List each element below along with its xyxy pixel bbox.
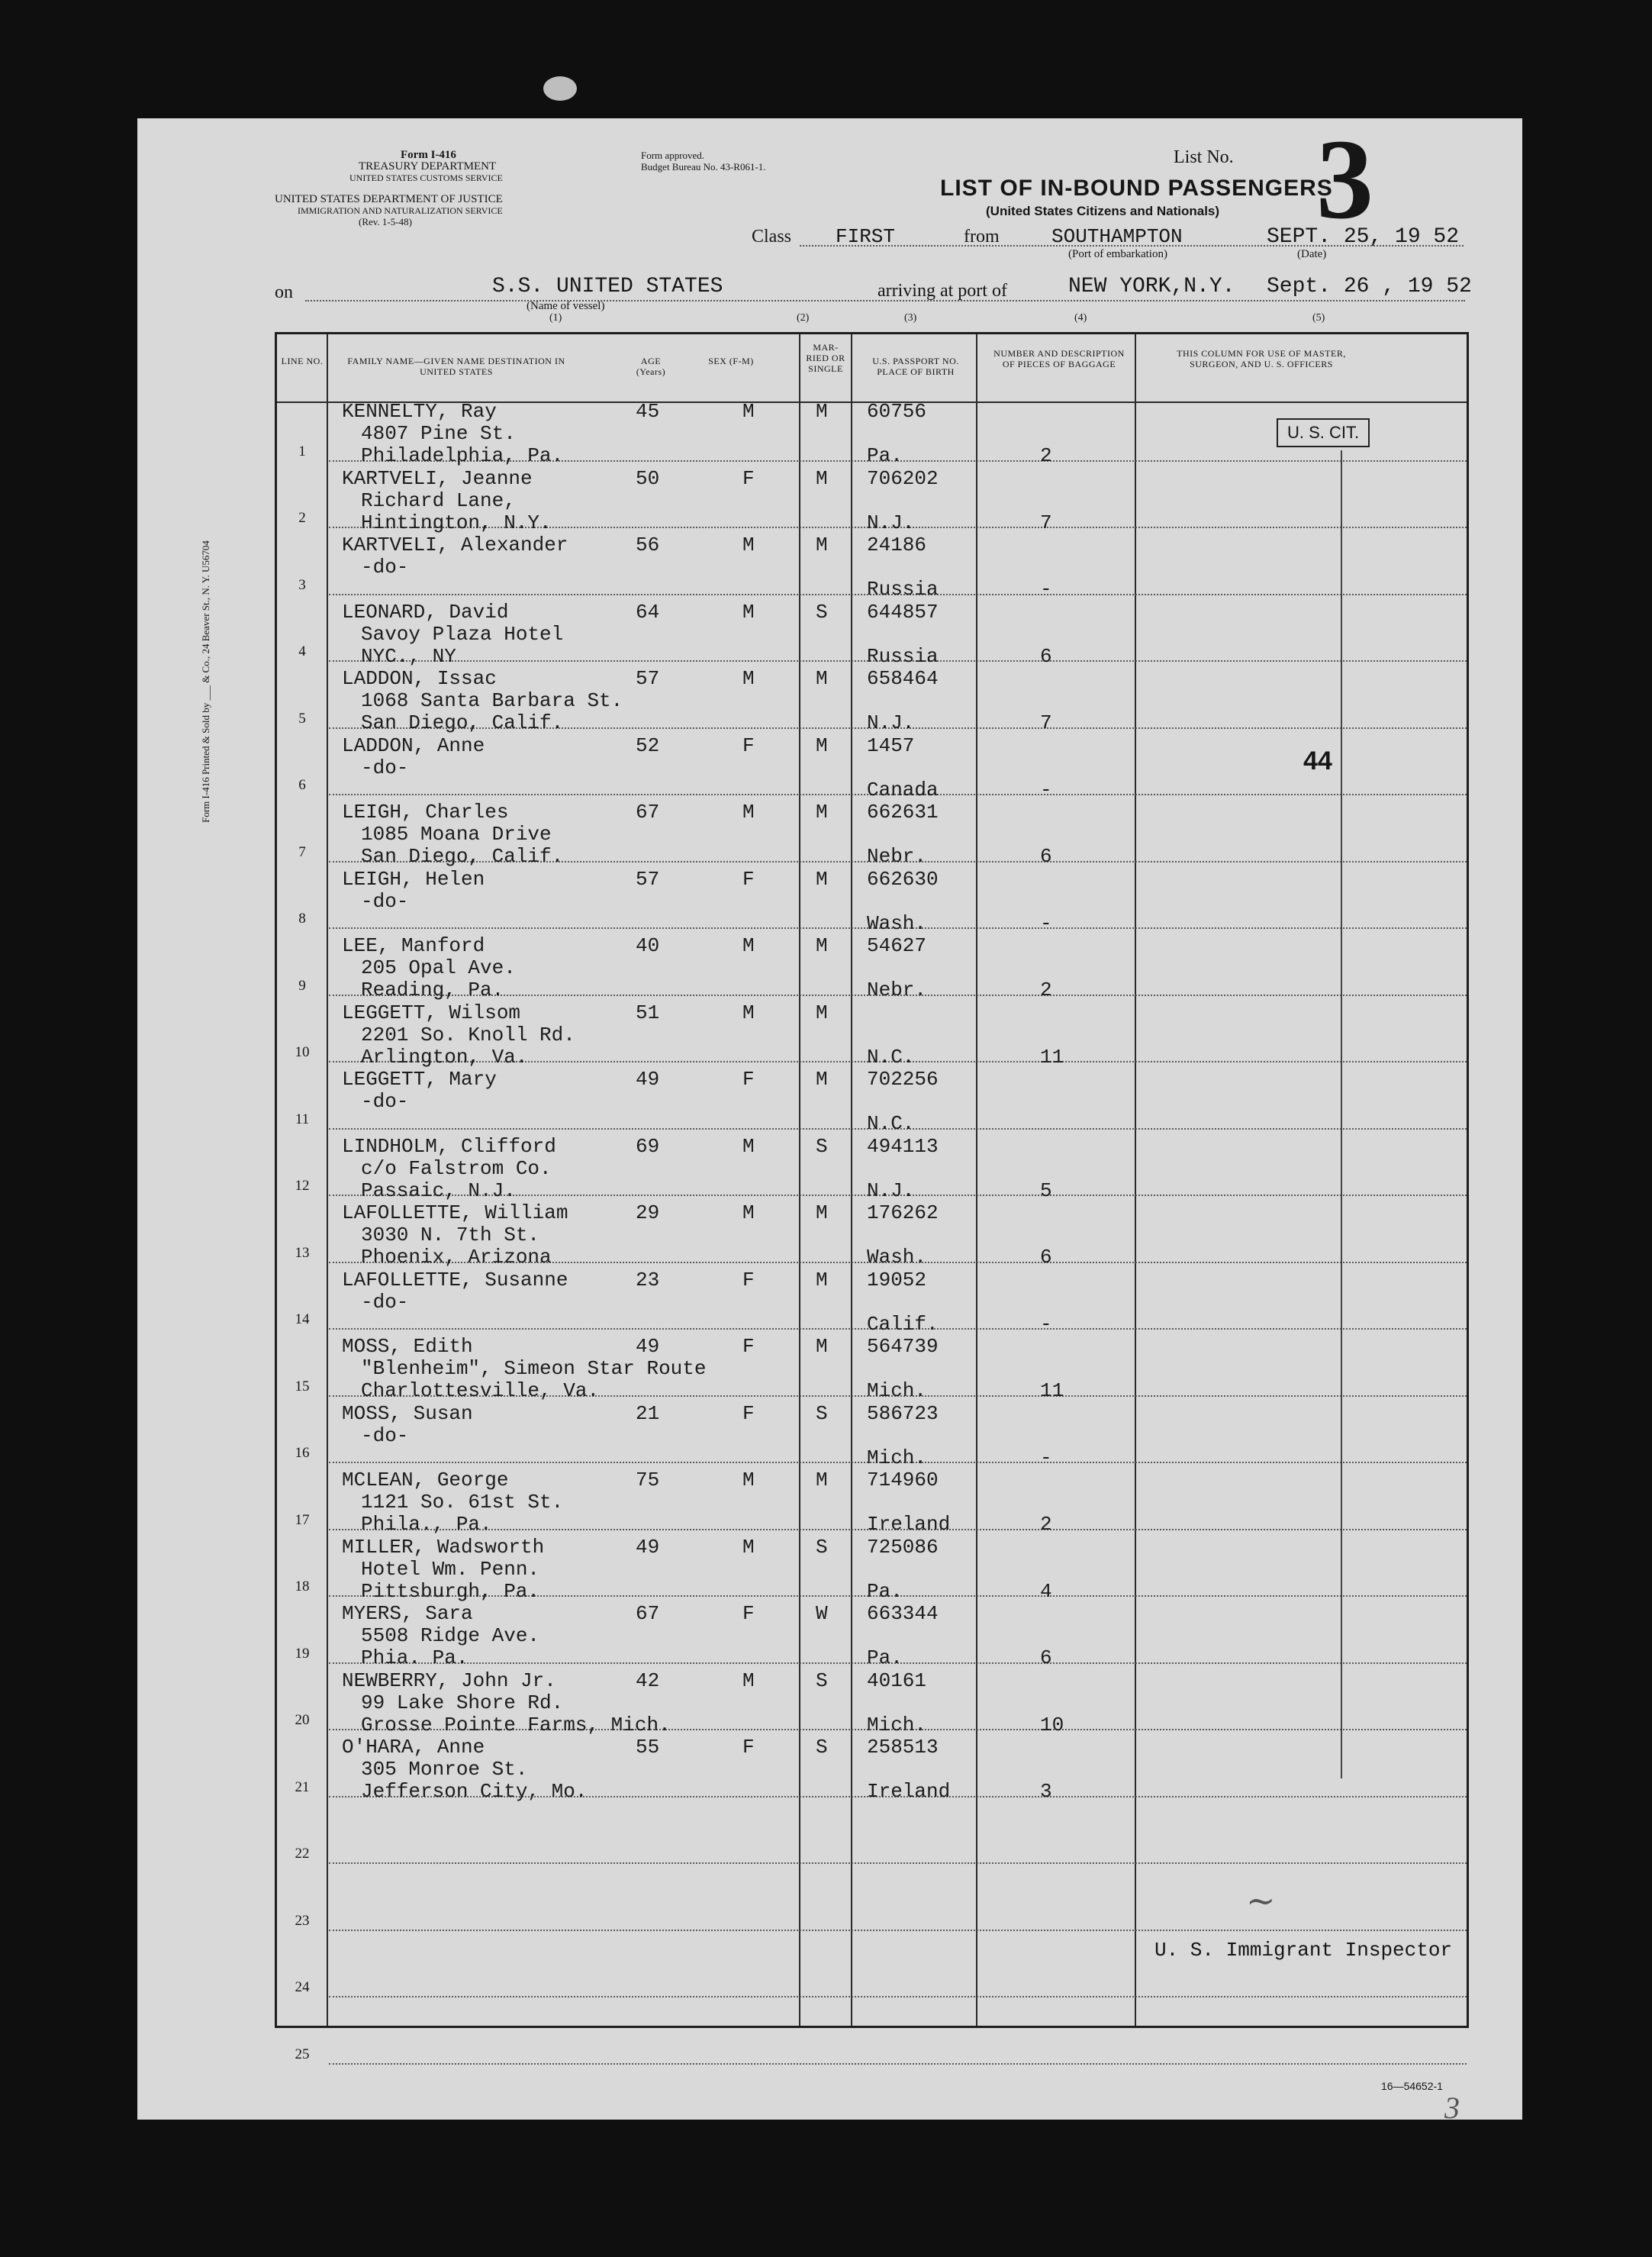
passenger-city: Passaic, N.J.: [361, 1178, 516, 1202]
col-divider: [1135, 334, 1136, 2026]
inspector-title: U. S. Immigrant Inspector: [1154, 1939, 1453, 1962]
line-number: 4: [298, 643, 306, 659]
place-of-birth: Canada: [867, 778, 939, 801]
place-of-birth: Mich.: [867, 1379, 927, 1402]
place-of-birth: Ireland: [867, 1513, 951, 1536]
passport-number: 258513: [867, 1736, 939, 1759]
passenger-age: 45: [636, 400, 660, 423]
passenger-age: 75: [636, 1469, 660, 1491]
passenger-age: 49: [636, 1068, 660, 1091]
passenger-sex: F: [742, 1068, 755, 1091]
passenger-age: 67: [636, 801, 660, 824]
passenger-address: -do-: [361, 1290, 409, 1314]
passenger-sex: F: [742, 734, 755, 757]
passenger-address: 305 Monroe St.: [361, 1758, 528, 1781]
place-of-birth: Pa.: [867, 1579, 903, 1603]
row-dotted-line: [329, 2063, 1467, 2065]
place-of-birth: Russia: [867, 644, 939, 668]
passenger-city: Philadelphia, Pa.: [361, 444, 564, 467]
us-citizen-stamp: U. S. CIT.: [1277, 418, 1370, 447]
passenger-name: LAFOLLETTE, William: [342, 1201, 568, 1224]
passenger-marital: W: [816, 1602, 828, 1625]
line-number: 25: [295, 2046, 310, 2062]
passenger-name: LADDON, Issac: [342, 667, 497, 690]
col-sex: SEX (F-M): [708, 356, 754, 366]
passenger-name: MYERS, Sara: [342, 1602, 473, 1625]
passenger-address: 3030 N. 7th St.: [361, 1224, 540, 1246]
passenger-sex: F: [742, 1268, 755, 1291]
passport-number: 658464: [867, 667, 939, 690]
passenger-sex: M: [742, 667, 755, 690]
revision: (Rev. 1-5-48): [359, 216, 412, 227]
row-dotted-line: [329, 1930, 1467, 1931]
passport-number: 24186: [867, 534, 927, 556]
line-number: 3: [298, 576, 306, 593]
baggage-count: 7: [1040, 511, 1052, 534]
passenger-marital: S: [816, 600, 828, 624]
place-of-birth: Mich.: [867, 1446, 927, 1469]
departure-date: SEPT. 25, 19 52: [1267, 225, 1460, 249]
passenger-city: Phoenix, Arizona: [361, 1246, 552, 1269]
place-of-birth: Nebr.: [867, 979, 927, 1001]
passenger-name: O'HARA, Anne: [342, 1736, 485, 1759]
passenger-name: KARTVELI, Jeanne: [342, 466, 533, 490]
line-number: 16: [295, 1445, 310, 1461]
passenger-name: MILLER, Wadsworth: [342, 1535, 545, 1559]
passenger-marital: M: [816, 867, 828, 891]
passenger-age: 42: [636, 1669, 660, 1692]
line-number: 6: [298, 777, 306, 793]
passport-number: 662630: [867, 867, 939, 891]
class-dots: [800, 245, 1464, 247]
passenger-name: MCLEAN, George: [342, 1469, 509, 1491]
line-number: 19: [295, 1645, 310, 1662]
place-of-birth: N.C.: [867, 1112, 915, 1135]
passenger-marital: S: [816, 1669, 828, 1692]
class-label: Class: [752, 227, 792, 247]
passport-number: 663344: [867, 1602, 939, 1625]
col-married: MAR- RIED OR SINGLE: [806, 342, 845, 374]
passenger-sex: M: [742, 934, 755, 957]
place-of-birth: Nebr.: [867, 845, 927, 868]
passenger-name: NEWBERRY, John Jr.: [342, 1669, 556, 1692]
passport-number: 706202: [867, 466, 939, 490]
place-of-birth: Russia: [867, 578, 939, 601]
passenger-name: LEIGH, Charles: [342, 801, 509, 824]
form-approved: Form approved.: [641, 150, 705, 161]
passenger-sex: F: [742, 867, 755, 891]
passenger-marital: M: [816, 1001, 828, 1024]
passenger-city: Phila., Pa.: [361, 1513, 492, 1536]
passenger-name: KARTVELI, Alexander: [342, 534, 568, 556]
passenger-sex: M: [742, 1535, 755, 1559]
baggage-count: -: [1040, 1446, 1052, 1469]
passenger-city: San Diego, Calif.: [361, 845, 564, 868]
passport-number: 714960: [867, 1469, 939, 1491]
col-baggage: NUMBER AND DESCRIPTION OF PIECES OF BAGGAGE: [993, 348, 1125, 369]
passenger-address: Hotel Wm. Penn.: [361, 1557, 540, 1581]
vessel-dots: [305, 300, 1465, 301]
on-label: on: [275, 282, 293, 302]
line-number: 7: [298, 843, 306, 860]
place-of-birth: Wash.: [867, 1246, 927, 1269]
line-number: 13: [295, 1244, 310, 1261]
caption-3: (3): [904, 312, 917, 324]
caption-5: (5): [1312, 312, 1325, 324]
line-number: 21: [295, 1778, 310, 1795]
passenger-address: -do-: [361, 556, 409, 579]
passenger-marital: M: [816, 400, 828, 423]
passenger-age: 50: [636, 466, 660, 490]
baggage-count: 11: [1040, 1045, 1064, 1069]
passenger-sex: M: [742, 1669, 755, 1692]
place-of-birth: N.J.: [867, 1178, 915, 1202]
vessel-caption: (Name of vessel): [527, 300, 605, 312]
passenger-sex: M: [742, 1001, 755, 1024]
baggage-count: 2: [1040, 1513, 1052, 1536]
passenger-age: 49: [636, 1535, 660, 1559]
baggage-count: -: [1040, 778, 1052, 801]
budget-bureau: Budget Bureau No. 43-R061-1.: [641, 161, 766, 172]
line-number: 20: [295, 1712, 310, 1728]
embarkation-port: SOUTHAMPTON: [1051, 225, 1183, 248]
passenger-age: 57: [636, 667, 660, 690]
line-number: 8: [298, 911, 306, 927]
line-number: 2: [298, 510, 306, 526]
passenger-age: 64: [636, 600, 660, 624]
passenger-address: 2201 So. Knoll Rd.: [361, 1023, 575, 1046]
passenger-address: Savoy Plaza Hotel: [361, 622, 564, 646]
list-subtitle: (United States Citizens and Nationals): [986, 204, 1220, 218]
line-number: 10: [295, 1044, 310, 1060]
place-of-birth: Calif.: [867, 1312, 939, 1336]
passenger-name: LAFOLLETTE, Susanne: [342, 1268, 568, 1291]
officer-count: 44: [1303, 746, 1332, 775]
passenger-name: LEGGETT, Mary: [342, 1068, 497, 1091]
baggage-count: 6: [1040, 845, 1052, 868]
passenger-address: -do-: [361, 756, 409, 779]
justice-department: UNITED STATES DEPARTMENT OF JUSTICE: [275, 193, 503, 205]
baggage-count: 3: [1040, 1780, 1052, 1803]
passenger-sex: F: [742, 1736, 755, 1759]
caption-1: (1): [549, 312, 562, 324]
line-number: 22: [295, 1846, 310, 1862]
passenger-address: 1085 Moana Drive: [361, 823, 552, 846]
passenger-address: "Blenheim", Simeon Star Route: [361, 1357, 707, 1380]
passenger-age: 56: [636, 534, 660, 556]
baggage-count: -: [1040, 1312, 1052, 1336]
printer-imprint: Form I-416 Printed & Sold by ___ & Co., 24 Beaver St., N. Y. U56704: [200, 540, 211, 823]
passport-number: 54627: [867, 934, 927, 957]
passenger-marital: M: [816, 934, 828, 957]
line-number: 9: [298, 977, 306, 994]
col-passport: U.S. PASSPORT NO. PLACE OF BIRTH: [872, 356, 959, 377]
passenger-name: LINDHOLM, Clifford: [342, 1134, 556, 1158]
passenger-marital: S: [816, 1736, 828, 1759]
caption-2: (2): [797, 312, 810, 324]
date-caption: (Date): [1297, 248, 1327, 260]
passenger-address: Richard Lane,: [361, 488, 516, 512]
place-of-birth: Ireland: [867, 1780, 951, 1803]
line-number: 14: [295, 1311, 310, 1327]
passenger-marital: M: [816, 801, 828, 824]
passenger-marital: M: [816, 1469, 828, 1491]
passenger-sex: M: [742, 1134, 755, 1158]
col-age: AGE (Years): [636, 356, 666, 377]
passenger-age: 49: [636, 1335, 660, 1358]
passenger-sex: M: [742, 534, 755, 556]
line-number: 24: [295, 1979, 310, 1995]
passenger-address: -do-: [361, 1424, 409, 1447]
passenger-address: 1068 Santa Barbara St.: [361, 689, 623, 712]
baggage-count: 11: [1040, 1379, 1064, 1402]
manifest-page: [137, 116, 1522, 2125]
col-divider: [976, 334, 977, 2026]
passenger-marital: M: [816, 734, 828, 757]
passport-number: 725086: [867, 1535, 939, 1559]
place-of-birth: Pa.: [867, 444, 903, 467]
passenger-address: -do-: [361, 889, 409, 913]
passenger-address: 99 Lake Shore Rd.: [361, 1691, 564, 1714]
treasury-department: TREASURY DEPARTMENT: [359, 160, 497, 172]
baggage-count: -: [1040, 578, 1052, 601]
caption-4: (4): [1074, 312, 1087, 324]
passenger-address: 4807 Pine St.: [361, 422, 516, 445]
passenger-sex: F: [742, 466, 755, 490]
passport-number: 19052: [867, 1268, 927, 1291]
passport-number: 176262: [867, 1201, 939, 1224]
passenger-city: Pittsburgh, Pa.: [361, 1579, 540, 1603]
passenger-name: LEE, Manford: [342, 934, 485, 957]
passenger-city: Hintington, N.Y.: [361, 511, 552, 534]
passport-number: 1457: [867, 734, 915, 757]
passenger-name: MOSS, Edith: [342, 1335, 473, 1358]
passenger-city: Jefferson City, Mo.: [361, 1780, 588, 1803]
baggage-count: 10: [1040, 1713, 1064, 1736]
passenger-sex: M: [742, 1201, 755, 1224]
passport-number: 60756: [867, 400, 927, 423]
baggage-count: 2: [1040, 444, 1052, 467]
passenger-age: 23: [636, 1268, 660, 1291]
row-dotted-line: [329, 1996, 1467, 1997]
passport-number: 40161: [867, 1669, 927, 1692]
passenger-name: KENNELTY, Ray: [342, 400, 497, 423]
place-of-birth: N.C.: [867, 1045, 915, 1069]
place-of-birth: Mich.: [867, 1713, 927, 1736]
passenger-marital: S: [816, 1401, 828, 1425]
col-divider: [851, 334, 852, 2026]
passenger-marital: M: [816, 1201, 828, 1224]
arrival-port: NEW YORK,N.Y.: [1068, 275, 1235, 298]
line-number: 15: [295, 1378, 310, 1395]
passenger-address: 205 Opal Ave.: [361, 956, 516, 979]
line-number: 17: [295, 1511, 310, 1528]
passenger-age: 67: [636, 1602, 660, 1625]
baggage-count: 4: [1040, 1579, 1052, 1603]
inspector-signature: ~: [1246, 1880, 1276, 1921]
from-label: from: [964, 227, 1000, 247]
passenger-age: 52: [636, 734, 660, 757]
passenger-age: 21: [636, 1401, 660, 1425]
list-number: 3: [1316, 116, 1373, 243]
baggage-count: 7: [1040, 711, 1052, 734]
baggage-count: -: [1040, 911, 1052, 935]
passenger-address: 5508 Ridge Ave.: [361, 1624, 540, 1647]
col-divider: [799, 334, 800, 2026]
passport-number: 644857: [867, 600, 939, 624]
passenger-age: 57: [636, 867, 660, 891]
passenger-age: 55: [636, 1736, 660, 1759]
baggage-count: 6: [1040, 644, 1052, 668]
passport-number: 662631: [867, 801, 939, 824]
line-number: 23: [295, 1912, 310, 1929]
list-no-label: List No.: [1174, 147, 1234, 167]
passenger-marital: M: [816, 534, 828, 556]
baggage-count: 6: [1040, 1246, 1052, 1269]
place-of-birth: N.J.: [867, 711, 915, 734]
passenger-sex: F: [742, 1401, 755, 1425]
col-officer: THIS COLUMN FOR USE OF MASTER, SURGEON, AND U. S. OFFICERS: [1177, 348, 1346, 369]
passenger-sex: F: [742, 1335, 755, 1358]
passenger-marital: S: [816, 1535, 828, 1559]
page-mark: 3: [1444, 2091, 1460, 2125]
passenger-marital: M: [816, 466, 828, 490]
arrival-date: Sept. 26 , 19 52: [1267, 275, 1472, 298]
customs-service: UNITED STATES CUSTOMS SERVICE: [349, 172, 503, 183]
passenger-name: MOSS, Susan: [342, 1401, 473, 1425]
passenger-city: Charlottesville, Va.: [361, 1379, 600, 1402]
passenger-name: LEIGH, Helen: [342, 867, 485, 891]
passenger-name: LEONARD, David: [342, 600, 509, 624]
baggage-count: 6: [1040, 1646, 1052, 1669]
class-value: FIRST: [836, 225, 896, 248]
passenger-sex: M: [742, 1469, 755, 1491]
passenger-city: San Diego, Calif.: [361, 711, 564, 734]
baggage-count: 5: [1040, 1178, 1052, 1202]
passenger-address: 1121 So. 61st St.: [361, 1491, 564, 1514]
passenger-city: NYC., NY: [361, 644, 456, 668]
scan-smudge: [543, 76, 577, 101]
passenger-age: 51: [636, 1001, 660, 1024]
passenger-city: Arlington, Va.: [361, 1045, 528, 1069]
passenger-age: 40: [636, 934, 660, 957]
officer-arrow-line: [1341, 450, 1342, 1778]
passport-number: 494113: [867, 1134, 939, 1158]
vessel-name: S.S. UNITED STATES: [492, 275, 723, 298]
line-number: 12: [295, 1178, 310, 1194]
passenger-age: 29: [636, 1201, 660, 1224]
list-title: LIST OF IN-BOUND PASSENGERS: [940, 176, 1333, 201]
passenger-sex: M: [742, 801, 755, 824]
passenger-age: 69: [636, 1134, 660, 1158]
passenger-marital: M: [816, 1335, 828, 1358]
passenger-sex: F: [742, 1602, 755, 1625]
arriving-label: arriving at port of: [878, 281, 1007, 301]
place-of-birth: Pa.: [867, 1646, 903, 1669]
embarkation-caption: (Port of embarkation): [1068, 248, 1167, 260]
passenger-marital: M: [816, 1068, 828, 1091]
footer-code: 16—54652-1: [1381, 2080, 1443, 2092]
baggage-count: 2: [1040, 979, 1052, 1001]
passenger-address: -do-: [361, 1090, 409, 1113]
passenger-name: LADDON, Anne: [342, 734, 485, 757]
passenger-city: Grosse Pointe Farms, Mich.: [361, 1713, 671, 1736]
col-name: FAMILY NAME—GIVEN NAME DESTINATION IN UNITED STATES: [347, 356, 565, 377]
passenger-marital: M: [816, 667, 828, 690]
line-number: 5: [298, 710, 306, 727]
ins-service: IMMIGRATION AND NATURALIZATION SERVICE: [298, 205, 503, 216]
place-of-birth: N.J.: [867, 511, 915, 534]
line-number: 11: [295, 1111, 310, 1127]
line-number: 18: [295, 1578, 310, 1594]
form-number: Form I-416: [401, 149, 456, 161]
passenger-sex: M: [742, 600, 755, 624]
passenger-city: Reading, Pa.: [361, 979, 504, 1001]
passenger-sex: M: [742, 400, 755, 423]
col-line-no: LINE NO.: [281, 356, 324, 366]
passenger-city: Phia. Pa.: [361, 1646, 469, 1669]
passport-number: 702256: [867, 1068, 939, 1091]
passenger-marital: M: [816, 1268, 828, 1291]
passport-number: 586723: [867, 1401, 939, 1425]
line-number: 1: [298, 443, 306, 459]
place-of-birth: Wash.: [867, 911, 927, 935]
passport-number: 564739: [867, 1335, 939, 1358]
passenger-name: LEGGETT, Wilsom: [342, 1001, 521, 1024]
passenger-address: c/o Falstrom Co.: [361, 1156, 552, 1180]
passenger-marital: S: [816, 1134, 828, 1158]
row-dotted-line: [329, 1862, 1467, 1864]
